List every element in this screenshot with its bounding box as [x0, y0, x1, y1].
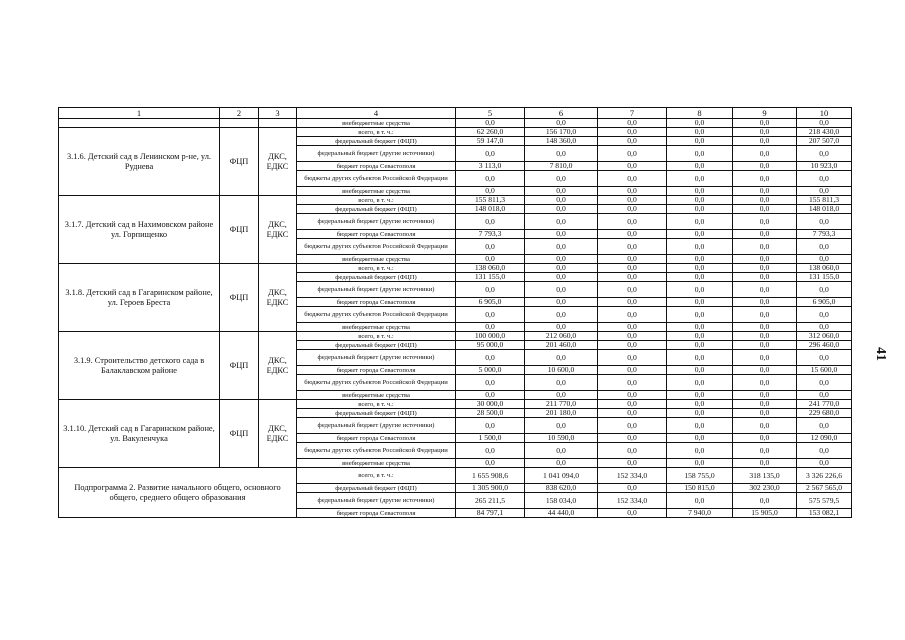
executors-cell: ДКС, ЕДКС [259, 128, 297, 196]
column-header: 8 [667, 108, 733, 119]
value-cell: 0,0 [525, 350, 598, 366]
value-cell: 0,0 [598, 239, 667, 255]
value-cell: 152 334,0 [598, 468, 667, 484]
value-cell: 0,0 [667, 350, 733, 366]
value-cell: 0,0 [797, 119, 852, 128]
funding-source: бюджеты других субъектов Российской Федерации [297, 443, 456, 459]
value-cell: 207 507,0 [797, 137, 852, 146]
value-cell: 0,0 [797, 443, 852, 459]
value-cell: 0,0 [797, 214, 852, 230]
value-cell: 0,0 [598, 196, 667, 205]
value-cell: 0,0 [667, 128, 733, 137]
column-header: 6 [525, 108, 598, 119]
value-cell: 148 018,0 [797, 205, 852, 214]
value-cell: 0,0 [598, 418, 667, 434]
funding-source: внебюджетные средства [297, 459, 456, 468]
value-cell: 296 460,0 [797, 341, 852, 350]
empty-cell [220, 119, 259, 128]
value-cell: 30 000,0 [456, 400, 525, 409]
value-cell: 0,0 [525, 214, 598, 230]
value-cell: 0,0 [456, 214, 525, 230]
program-cell: ФЦП [220, 196, 259, 264]
value-cell: 1 655 908,6 [456, 468, 525, 484]
value-cell: 0,0 [733, 350, 797, 366]
value-cell: 265 211,5 [456, 493, 525, 509]
value-cell: 0,0 [733, 196, 797, 205]
executors-cell: ДКС, ЕДКС [259, 400, 297, 468]
executors-cell: ДКС, ЕДКС [259, 264, 297, 332]
value-cell: 0,0 [733, 409, 797, 418]
table-row [59, 400, 852, 409]
value-cell: 241 770,0 [797, 400, 852, 409]
value-cell: 153 082,1 [797, 509, 852, 518]
value-cell: 10 923,0 [797, 162, 852, 171]
value-cell: 0,0 [797, 239, 852, 255]
value-cell: 0,0 [598, 264, 667, 273]
value-cell: 7 793,3 [797, 230, 852, 239]
value-cell: 0,0 [598, 273, 667, 282]
funding-source: бюджеты других субъектов Российской Федерации [297, 307, 456, 323]
value-cell: 0,0 [667, 171, 733, 187]
value-cell: 0,0 [667, 205, 733, 214]
funding-source: бюджеты других субъектов Российской Федерации [297, 171, 456, 187]
value-cell: 0,0 [667, 459, 733, 468]
value-cell: 0,0 [733, 146, 797, 162]
column-header: 9 [733, 108, 797, 119]
value-cell: 0,0 [598, 332, 667, 341]
value-cell: 0,0 [667, 119, 733, 128]
funding-source: всего, в т. ч.: [297, 332, 456, 341]
page-number: 41 [873, 347, 888, 361]
value-cell: 0,0 [797, 459, 852, 468]
value-cell: 0,0 [598, 409, 667, 418]
value-cell: 0,0 [456, 418, 525, 434]
value-cell: 0,0 [525, 443, 598, 459]
value-cell: 0,0 [598, 230, 667, 239]
funding-source: федеральный бюджет (ФЦП) [297, 409, 456, 418]
funding-source: всего, в т. ч.: [297, 468, 456, 484]
table-row [59, 468, 852, 484]
value-cell: 0,0 [797, 350, 852, 366]
funding-source: федеральный бюджет (другие источники) [297, 350, 456, 366]
value-cell: 1 305 900,0 [456, 484, 525, 493]
value-cell: 62 260,0 [456, 128, 525, 137]
value-cell: 0,0 [525, 391, 598, 400]
value-cell: 0,0 [598, 341, 667, 350]
value-cell: 59 147,0 [456, 137, 525, 146]
value-cell: 0,0 [525, 375, 598, 391]
value-cell: 0,0 [797, 307, 852, 323]
value-cell: 0,0 [667, 443, 733, 459]
value-cell: 0,0 [667, 298, 733, 307]
value-cell: 0,0 [456, 187, 525, 196]
value-cell: 218 430,0 [797, 128, 852, 137]
value-cell: 0,0 [667, 273, 733, 282]
empty-cell [259, 119, 297, 128]
value-cell: 0,0 [667, 409, 733, 418]
value-cell: 0,0 [797, 146, 852, 162]
funding-source: федеральный бюджет (другие источники) [297, 493, 456, 509]
value-cell: 0,0 [667, 255, 733, 264]
value-cell: 0,0 [733, 205, 797, 214]
funding-source: федеральный бюджет (ФЦП) [297, 137, 456, 146]
value-cell: 148 018,0 [456, 205, 525, 214]
value-cell: 0,0 [733, 239, 797, 255]
item-label: 3.1.6. Детский сад в Ленинском р-не, ул. Руднева [59, 128, 220, 196]
value-cell: 10 590,0 [525, 434, 598, 443]
executors-cell: ДКС, ЕДКС [259, 196, 297, 264]
value-cell: 0,0 [598, 443, 667, 459]
value-cell: 0,0 [598, 255, 667, 264]
funding-source: внебюджетные средства [297, 255, 456, 264]
value-cell: 158 755,0 [667, 468, 733, 484]
funding-source: федеральный бюджет (ФЦП) [297, 341, 456, 350]
column-header: 3 [259, 108, 297, 119]
item-label: 3.1.9. Строительство детского сада в Балаклавском районе [59, 332, 220, 400]
value-cell: 201 460,0 [525, 341, 598, 350]
value-cell: 12 090,0 [797, 434, 852, 443]
value-cell: 0,0 [598, 214, 667, 230]
value-cell: 0,0 [733, 493, 797, 509]
funding-source: бюджеты других субъектов Российской Федерации [297, 375, 456, 391]
value-cell: 0,0 [525, 171, 598, 187]
value-cell: 0,0 [598, 375, 667, 391]
value-cell: 155 811,3 [797, 196, 852, 205]
funding-source: федеральный бюджет (ФЦП) [297, 205, 456, 214]
value-cell: 0,0 [667, 162, 733, 171]
funding-source: внебюджетные средства [297, 119, 456, 128]
value-cell: 0,0 [598, 187, 667, 196]
value-cell: 0,0 [456, 307, 525, 323]
value-cell: 10 600,0 [525, 366, 598, 375]
value-cell: 0,0 [525, 298, 598, 307]
value-cell: 0,0 [598, 119, 667, 128]
value-cell: 0,0 [456, 350, 525, 366]
value-cell: 0,0 [733, 137, 797, 146]
funding-source: бюджет города Севастополя [297, 298, 456, 307]
item-label: 3.1.7. Детский сад в Нахимовском районе ул. Горпищенко [59, 196, 220, 264]
value-cell: 0,0 [733, 443, 797, 459]
value-cell: 0,0 [733, 128, 797, 137]
value-cell: 0,0 [525, 264, 598, 273]
value-cell: 0,0 [456, 239, 525, 255]
funding-source: федеральный бюджет (другие источники) [297, 418, 456, 434]
funding-source: всего, в т. ч.: [297, 196, 456, 205]
value-cell: 838 620,0 [525, 484, 598, 493]
value-cell: 0,0 [598, 434, 667, 443]
program-cell: ФЦП [220, 264, 259, 332]
value-cell: 0,0 [667, 366, 733, 375]
value-cell: 0,0 [733, 282, 797, 298]
funding-source: федеральный бюджет (другие источники) [297, 282, 456, 298]
value-cell: 0,0 [733, 171, 797, 187]
value-cell: 0,0 [667, 341, 733, 350]
value-cell: 0,0 [525, 418, 598, 434]
value-cell: 2 567 565,0 [797, 484, 852, 493]
column-header: 4 [297, 108, 456, 119]
column-header: 5 [456, 108, 525, 119]
value-cell: 0,0 [456, 323, 525, 332]
funding-source: федеральный бюджет (другие источники) [297, 146, 456, 162]
value-cell: 0,0 [667, 391, 733, 400]
value-cell: 0,0 [525, 282, 598, 298]
value-cell: 0,0 [598, 509, 667, 518]
value-cell: 0,0 [525, 255, 598, 264]
value-cell: 3 113,0 [456, 162, 525, 171]
value-cell: 0,0 [667, 375, 733, 391]
funding-source: внебюджетные средства [297, 323, 456, 332]
value-cell: 0,0 [733, 332, 797, 341]
table-row [59, 128, 852, 137]
executors-cell: ДКС, ЕДКС [259, 332, 297, 400]
funding-source: федеральный бюджет (ФЦП) [297, 273, 456, 282]
value-cell: 0,0 [525, 323, 598, 332]
value-cell: 156 170,0 [525, 128, 598, 137]
value-cell: 7 793,3 [456, 230, 525, 239]
column-header: 10 [797, 108, 852, 119]
value-cell: 0,0 [667, 282, 733, 298]
value-cell: 0,0 [598, 350, 667, 366]
value-cell: 0,0 [456, 146, 525, 162]
value-cell: 0,0 [598, 128, 667, 137]
value-cell: 318 135,0 [733, 468, 797, 484]
value-cell: 0,0 [797, 282, 852, 298]
value-cell: 0,0 [733, 119, 797, 128]
value-cell: 7 810,0 [525, 162, 598, 171]
value-cell: 0,0 [733, 434, 797, 443]
budget-table-page [58, 107, 851, 518]
value-cell: 0,0 [733, 418, 797, 434]
value-cell: 84 797,1 [456, 509, 525, 518]
value-cell: 0,0 [733, 323, 797, 332]
value-cell: 0,0 [733, 400, 797, 409]
value-cell: 0,0 [667, 196, 733, 205]
value-cell: 100 000,0 [456, 332, 525, 341]
value-cell: 1 500,0 [456, 434, 525, 443]
value-cell: 0,0 [733, 273, 797, 282]
funding-source: бюджет города Севастополя [297, 434, 456, 443]
funding-source: бюджет города Севастополя [297, 366, 456, 375]
value-cell: 0,0 [797, 375, 852, 391]
value-cell: 0,0 [525, 196, 598, 205]
funding-source: всего, в т. ч.: [297, 128, 456, 137]
funding-source: федеральный бюджет (ФЦП) [297, 484, 456, 493]
item-label: 3.1.8. Детский сад в Гагаринском районе, ул. Героев Бреста [59, 264, 220, 332]
value-cell: 0,0 [456, 443, 525, 459]
value-cell: 158 034,0 [525, 493, 598, 509]
value-cell: 155 811,3 [456, 196, 525, 205]
value-cell: 0,0 [525, 187, 598, 196]
value-cell: 0,0 [456, 255, 525, 264]
value-cell: 0,0 [667, 307, 733, 323]
table-row [59, 264, 852, 273]
budget-table [58, 107, 852, 518]
value-cell: 0,0 [797, 255, 852, 264]
value-cell: 131 155,0 [456, 273, 525, 282]
value-cell: 0,0 [733, 375, 797, 391]
value-cell: 0,0 [525, 239, 598, 255]
value-cell: 0,0 [667, 264, 733, 273]
value-cell: 28 500,0 [456, 409, 525, 418]
value-cell: 0,0 [733, 214, 797, 230]
value-cell: 0,0 [598, 459, 667, 468]
value-cell: 0,0 [797, 323, 852, 332]
program-cell: ФЦП [220, 400, 259, 468]
value-cell: 6 905,0 [456, 298, 525, 307]
funding-source: внебюджетные средства [297, 391, 456, 400]
value-cell: 575 579,5 [797, 493, 852, 509]
column-header: 2 [220, 108, 259, 119]
value-cell: 211 770,0 [525, 400, 598, 409]
value-cell: 0,0 [797, 391, 852, 400]
funding-source: федеральный бюджет (другие источники) [297, 214, 456, 230]
funding-source: бюджет города Севастополя [297, 230, 456, 239]
value-cell: 0,0 [598, 205, 667, 214]
table-row [59, 332, 852, 341]
value-cell: 0,0 [598, 391, 667, 400]
value-cell: 0,0 [667, 239, 733, 255]
funding-source: бюджет города Севастополя [297, 162, 456, 171]
program-cell: ФЦП [220, 128, 259, 196]
value-cell: 0,0 [667, 434, 733, 443]
value-cell: 0,0 [667, 214, 733, 230]
value-cell: 201 180,0 [525, 409, 598, 418]
empty-cell [59, 119, 220, 128]
value-cell: 0,0 [598, 282, 667, 298]
value-cell: 0,0 [667, 137, 733, 146]
value-cell: 0,0 [598, 400, 667, 409]
value-cell: 0,0 [598, 484, 667, 493]
value-cell: 0,0 [667, 323, 733, 332]
value-cell: 0,0 [456, 119, 525, 128]
value-cell: 0,0 [733, 341, 797, 350]
value-cell: 0,0 [456, 375, 525, 391]
value-cell: 44 440,0 [525, 509, 598, 518]
column-header: 7 [598, 108, 667, 119]
value-cell: 0,0 [667, 400, 733, 409]
value-cell: 95 000,0 [456, 341, 525, 350]
value-cell: 0,0 [797, 187, 852, 196]
value-cell: 0,0 [797, 171, 852, 187]
table-row [59, 196, 852, 205]
header-row [59, 108, 852, 119]
program-cell: ФЦП [220, 332, 259, 400]
value-cell: 5 000,0 [456, 366, 525, 375]
funding-source: всего, в т. ч.: [297, 400, 456, 409]
funding-source: бюджеты других субъектов Российской Федерации [297, 239, 456, 255]
value-cell: 0,0 [733, 366, 797, 375]
value-cell: 138 060,0 [456, 264, 525, 273]
value-cell: 0,0 [456, 459, 525, 468]
funding-source: внебюджетные средства [297, 187, 456, 196]
value-cell: 0,0 [525, 205, 598, 214]
value-cell: 0,0 [797, 418, 852, 434]
value-cell: 0,0 [598, 137, 667, 146]
value-cell: 0,0 [733, 230, 797, 239]
value-cell: 3 326 226,6 [797, 468, 852, 484]
value-cell: 131 155,0 [797, 273, 852, 282]
value-cell: 0,0 [598, 298, 667, 307]
value-cell: 0,0 [667, 418, 733, 434]
value-cell: 0,0 [456, 391, 525, 400]
value-cell: 0,0 [456, 171, 525, 187]
value-cell: 150 815,0 [667, 484, 733, 493]
value-cell: 0,0 [733, 187, 797, 196]
value-cell: 0,0 [525, 459, 598, 468]
value-cell: 0,0 [598, 146, 667, 162]
value-cell: 0,0 [525, 273, 598, 282]
value-cell: 152 334,0 [598, 493, 667, 509]
value-cell: 0,0 [733, 307, 797, 323]
funding-source: всего, в т. ч.: [297, 264, 456, 273]
value-cell: 0,0 [733, 162, 797, 171]
value-cell: 0,0 [525, 230, 598, 239]
value-cell: 0,0 [733, 459, 797, 468]
value-cell: 7 940,0 [667, 509, 733, 518]
value-cell: 1 041 094,0 [525, 468, 598, 484]
value-cell: 0,0 [598, 162, 667, 171]
value-cell: 0,0 [667, 187, 733, 196]
value-cell: 0,0 [667, 230, 733, 239]
value-cell: 0,0 [733, 264, 797, 273]
table-row [59, 119, 852, 128]
value-cell: 0,0 [667, 493, 733, 509]
subprogram-label: Подпрограмма 2. Развитие начального общего, основного общего, среднего общего образования [59, 468, 297, 518]
value-cell: 6 905,0 [797, 298, 852, 307]
value-cell: 0,0 [733, 255, 797, 264]
value-cell: 0,0 [598, 171, 667, 187]
value-cell: 312 060,0 [797, 332, 852, 341]
value-cell: 138 060,0 [797, 264, 852, 273]
item-label: 3.1.10. Детский сад в Гагаринском районе, ул. Вакуленчука [59, 400, 220, 468]
value-cell: 148 360,0 [525, 137, 598, 146]
value-cell: 0,0 [667, 146, 733, 162]
value-cell: 302 230,0 [733, 484, 797, 493]
funding-source: бюджет города Севастополя [297, 509, 456, 518]
value-cell: 15 600,0 [797, 366, 852, 375]
column-header: 1 [59, 108, 220, 119]
value-cell: 0,0 [525, 119, 598, 128]
value-cell: 15 905,0 [733, 509, 797, 518]
value-cell: 0,0 [525, 146, 598, 162]
value-cell: 212 060,0 [525, 332, 598, 341]
value-cell: 0,0 [733, 391, 797, 400]
value-cell: 0,0 [456, 282, 525, 298]
value-cell: 0,0 [598, 366, 667, 375]
value-cell: 0,0 [525, 307, 598, 323]
value-cell: 0,0 [598, 323, 667, 332]
value-cell: 0,0 [733, 298, 797, 307]
value-cell: 0,0 [598, 307, 667, 323]
value-cell: 0,0 [667, 332, 733, 341]
value-cell: 229 680,0 [797, 409, 852, 418]
